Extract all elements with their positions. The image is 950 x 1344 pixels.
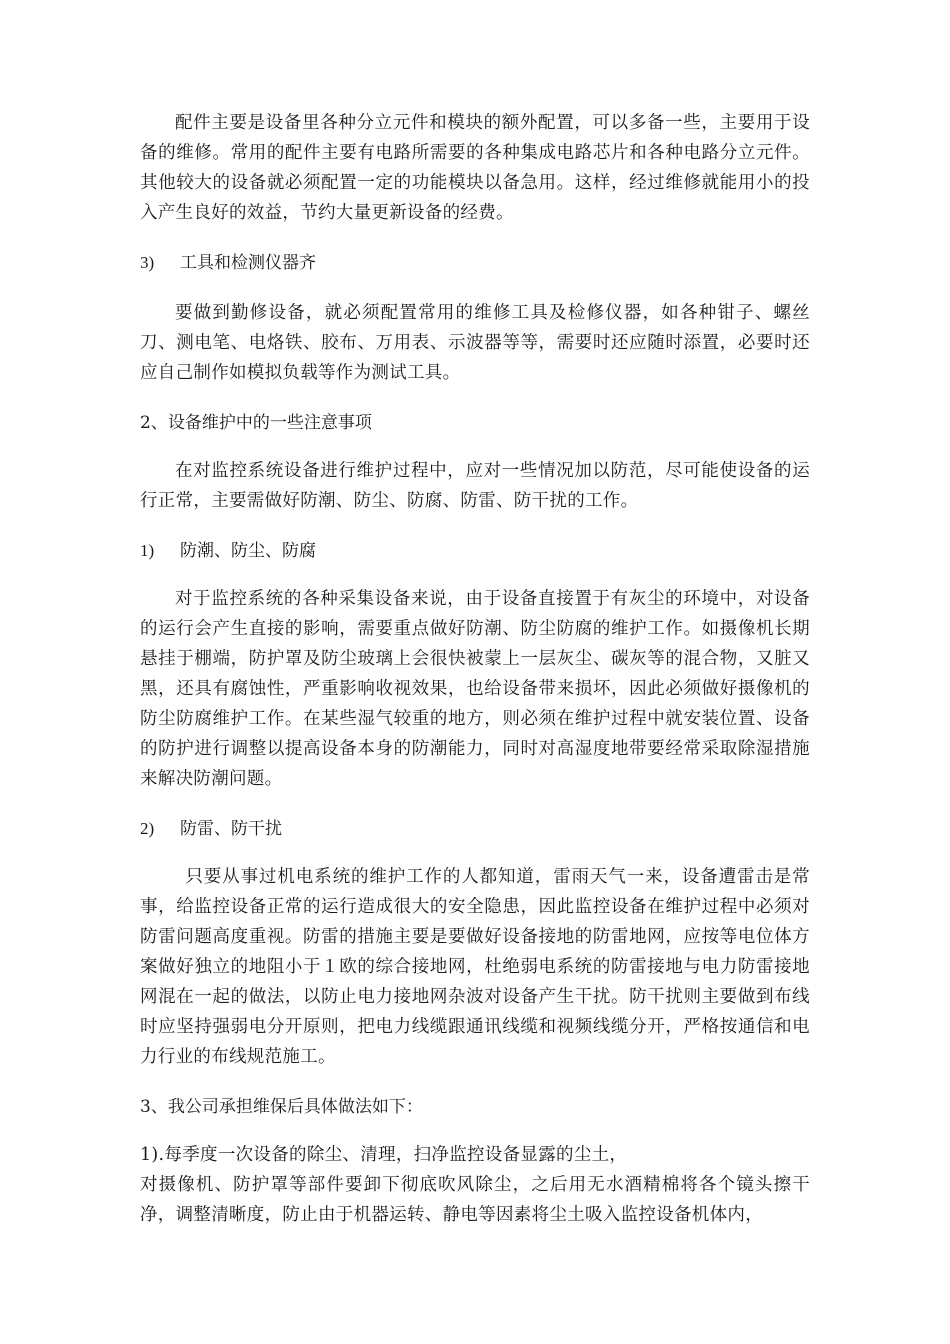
spacer: [140, 438, 810, 456]
subheading-text: 防雷、防干扰: [180, 819, 282, 839]
spacer: [140, 566, 810, 584]
spacer: [140, 516, 810, 536]
subheading-tools: [140, 248, 810, 278]
spacer: [140, 1072, 810, 1092]
spacer: [140, 228, 810, 248]
subheading-dust-moisture: [140, 536, 810, 566]
section-heading-maintenance-notes: 2、设备维护中的一些注意事项: [140, 413, 372, 433]
spacer: [140, 388, 810, 408]
subheading-text: 工具和检测仪器齐: [180, 253, 316, 273]
spacer: [140, 794, 810, 814]
subheading-number: 2): [140, 819, 155, 838]
subheading-number: 1): [140, 541, 155, 560]
paragraph-maintenance-notes: 在对监控系统设备进行维护过程中，应对一些情况加以防范，尽可能使设备的运行正常，主要需做好防潮、防尘、防腐、防雷、防干扰的工作。: [140, 461, 810, 511]
subheading-text: 防潮、防尘、防腐: [180, 541, 316, 561]
spacer: [140, 844, 810, 862]
paragraph-tools: 要做到勤修设备，就必须配置常用的维修工具及检修仪器，如各种钳子、螺丝刀、测电笔、电烙铁、胶布、万用表、示波器等等，需要时还应随时添置，必要时还应自己制作如模拟负载等作为测试工具。: [140, 303, 810, 383]
document-page: [140, 108, 810, 1230]
subheading-lightning-interference: [140, 814, 810, 844]
paragraph-spare-parts: 配件主要是设备里各种分立元件和模块的额外配置，可以多备一些，主要用于设备的维修。常用的配件主要有电路所需要的各种集成电路芯片和各种电路分立元件。其他较大的设备就必须配置一定的功能模块以备急用。这样，经过维修就能用小的投入产生良好的效益，节约大量更新设备的经费。: [140, 113, 810, 223]
list-item-quarterly-cleaning: 1).每季度一次设备的除尘、清理，扫净监控设备显露的尘土，: [140, 1145, 628, 1165]
spacer: [140, 1122, 810, 1140]
spacer: [140, 278, 810, 298]
subheading-number: 3): [140, 253, 155, 272]
list-item-camera-cleaning: 对摄像机、防护罩等部件要卸下彻底吹风除尘，之后用无水酒精棉将各个镜头擦干净，调整清晰度，防止由于机器运转、静电等因素将尘土吸入监控设备机体内，: [140, 1175, 810, 1225]
paragraph-lightning-interference: 只要从事过机电系统的维护工作的人都知道，雷雨天气一来，设备遭雷击是常事，给监控设备正常的运行造成很大的安全隐患，因此监控设备在维护过程中必须对防雷问题高度重视。防雷的措施主要是要做好设备接地的防雷地网，应按等电位体方案做好独立的地阻小于１欧的综合接地网，杜绝弱电系统的防雷接地与电力防雷接地网混在一起的做法，以防止电力接地网杂波对设备产生干扰。防干扰则主要做到布线时应坚持强弱电分开原则，把电力线缆跟通讯线缆和视频线缆分开，严格按通信和电力行业的布线规范施工。: [140, 867, 810, 1067]
section-heading-company-practice: 3、我公司承担维保后具体做法如下：: [140, 1097, 423, 1117]
paragraph-dust-moisture: 对于监控系统的各种采集设备来说，由于设备直接置于有灰尘的环境中，对设备的运行会产生直接的影响，需要重点做好防潮、防尘防腐的维护工作。如摄像机长期悬挂于棚端，防护罩及防尘玻璃上会很快被蒙上一层灰尘、碳灰等的混合物，又脏又黑，还具有腐蚀性，严重影响收视效果，也给设备带来损坏，因此必须做好摄像机的防尘防腐维护工作。在某些湿气较重的地方，则必须在维护过程中就安装位置、设备的防护进行调整以提高设备本身的防潮能力，同时对高湿度地带要经常采取除湿措施来解决防潮问题。: [140, 589, 810, 789]
